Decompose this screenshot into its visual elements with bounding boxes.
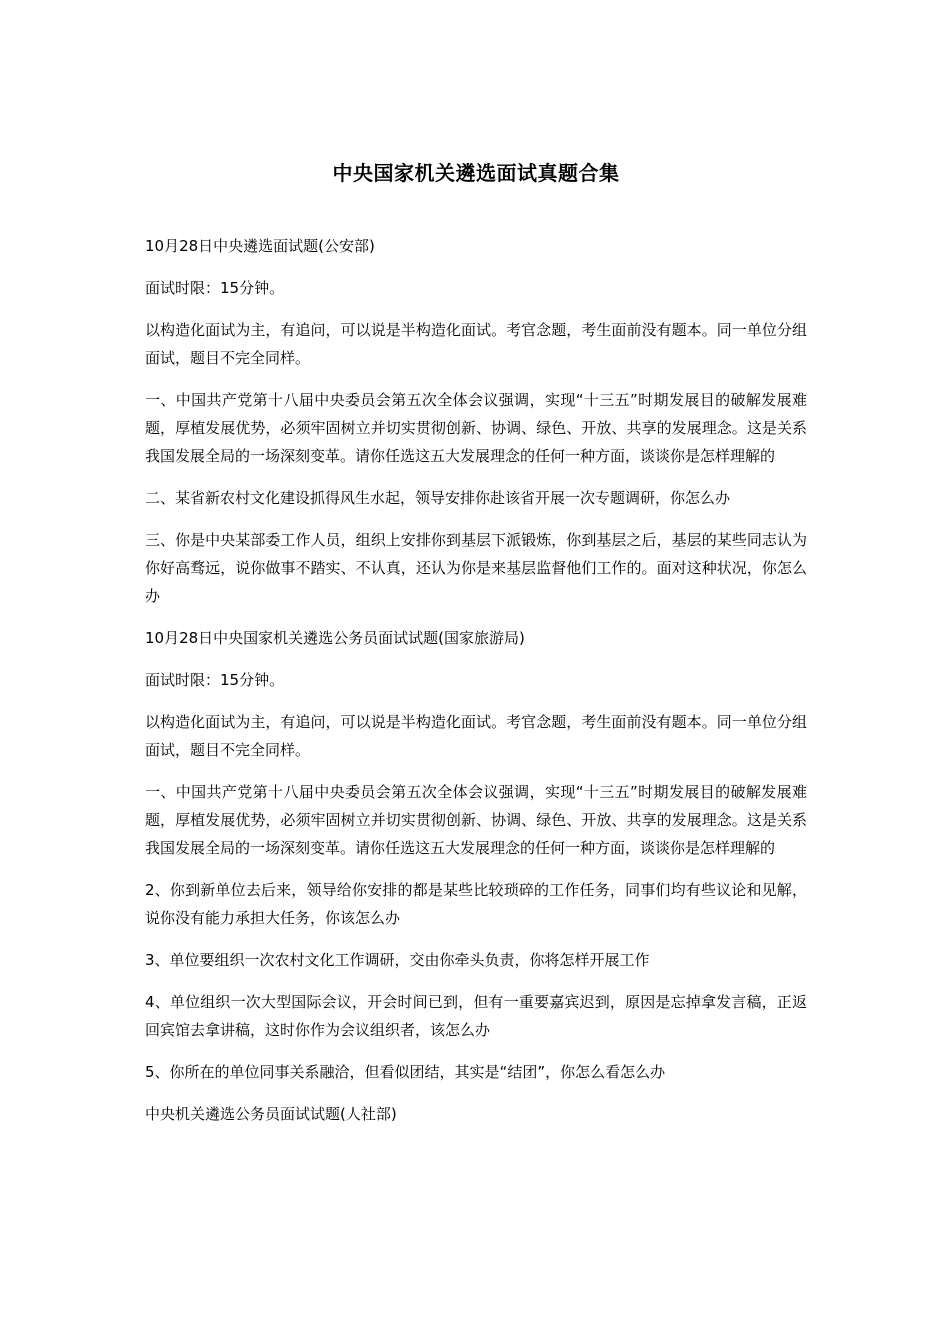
question-3: 三、你是中央某部委工作人员，组织上安排你到基层下派锻炼，你到基层之后，基层的某些同志认为你好高骛远，说你做事不踏实、不认真，还认为你是来基层监督他们工作的。面对这种状况，你怎么办: [145, 531, 807, 605]
question-3: 3、单位要组织一次农村文化工作调研，交由你牵头负责，你将怎样开展工作: [145, 951, 650, 969]
section-heading-mps: 10月28日中央遴选面试题(公安部): [145, 237, 375, 255]
question-1: 一、中国共产党第十八届中央委员会第五次全体会议强调，实现“十三五”时期发展目的破解发展难题，厚植发展优势，必须牢固树立并切实贯彻创新、协调、绿色、开放、共享的发展理念。这是关系我国发展全局的一场深刻变革。请你任选这五大发展理念的任何一种方面，谈谈你是怎样理解的: [145, 783, 807, 857]
format-description: 以构造化面试为主，有追问，可以说是半构造化面试。考官念题，考生面前没有题本。同一单位分组面试，题目不完全同样。: [145, 713, 807, 759]
question-2: 二、某省新农村文化建设抓得风生水起，领导安排你赴该省开展一次专题调研，你怎么办: [145, 489, 731, 507]
format-description: 以构造化面试为主，有追问，可以说是半构造化面试。考官念题，考生面前没有题本。同一单位分组面试，题目不完全同样。: [145, 321, 807, 367]
question-5: 5、你所在的单位同事关系融洽，但看似团结，其实是“结团”，你怎么看怎么办: [145, 1063, 666, 1081]
document-title: 中央国家机关遴选面试真题合集: [332, 161, 620, 185]
question-4: 4、单位组织一次大型国际会议，开会时间已到，但有一重要嘉宾迟到，原因是忘掉拿发言稿，正返回宾馆去拿讲稿，这时你作为会议组织者，该怎么办: [145, 993, 807, 1039]
question-1: 一、中国共产党第十八届中央委员会第五次全体会议强调，实现“十三五”时期发展目的破解发展难题，厚植发展优势，必须牢固树立并切实贯彻创新、协调、绿色、开放、共享的发展理念。这是关系我国发展全局的一场深刻变革。请你任选这五大发展理念的任何一种方面，谈谈你是怎样理解的: [145, 391, 807, 465]
section-heading-tourism: 10月28日中央国家机关遴选公务员面试试题(国家旅游局): [145, 629, 525, 647]
section-heading-mohrss: 中央机关遴选公务员面试试题(人社部): [145, 1105, 397, 1123]
time-limit: 面试时限：15分钟。: [145, 279, 285, 297]
document-body: [145, 232, 807, 1142]
question-2: 2、你到新单位去后来，领导给你安排的都是某些比较琐碎的工作任务，同事们均有些议论和见解，说你没有能力承担大任务，你该怎么办: [145, 881, 807, 927]
time-limit: 面试时限：15分钟。: [145, 671, 285, 689]
